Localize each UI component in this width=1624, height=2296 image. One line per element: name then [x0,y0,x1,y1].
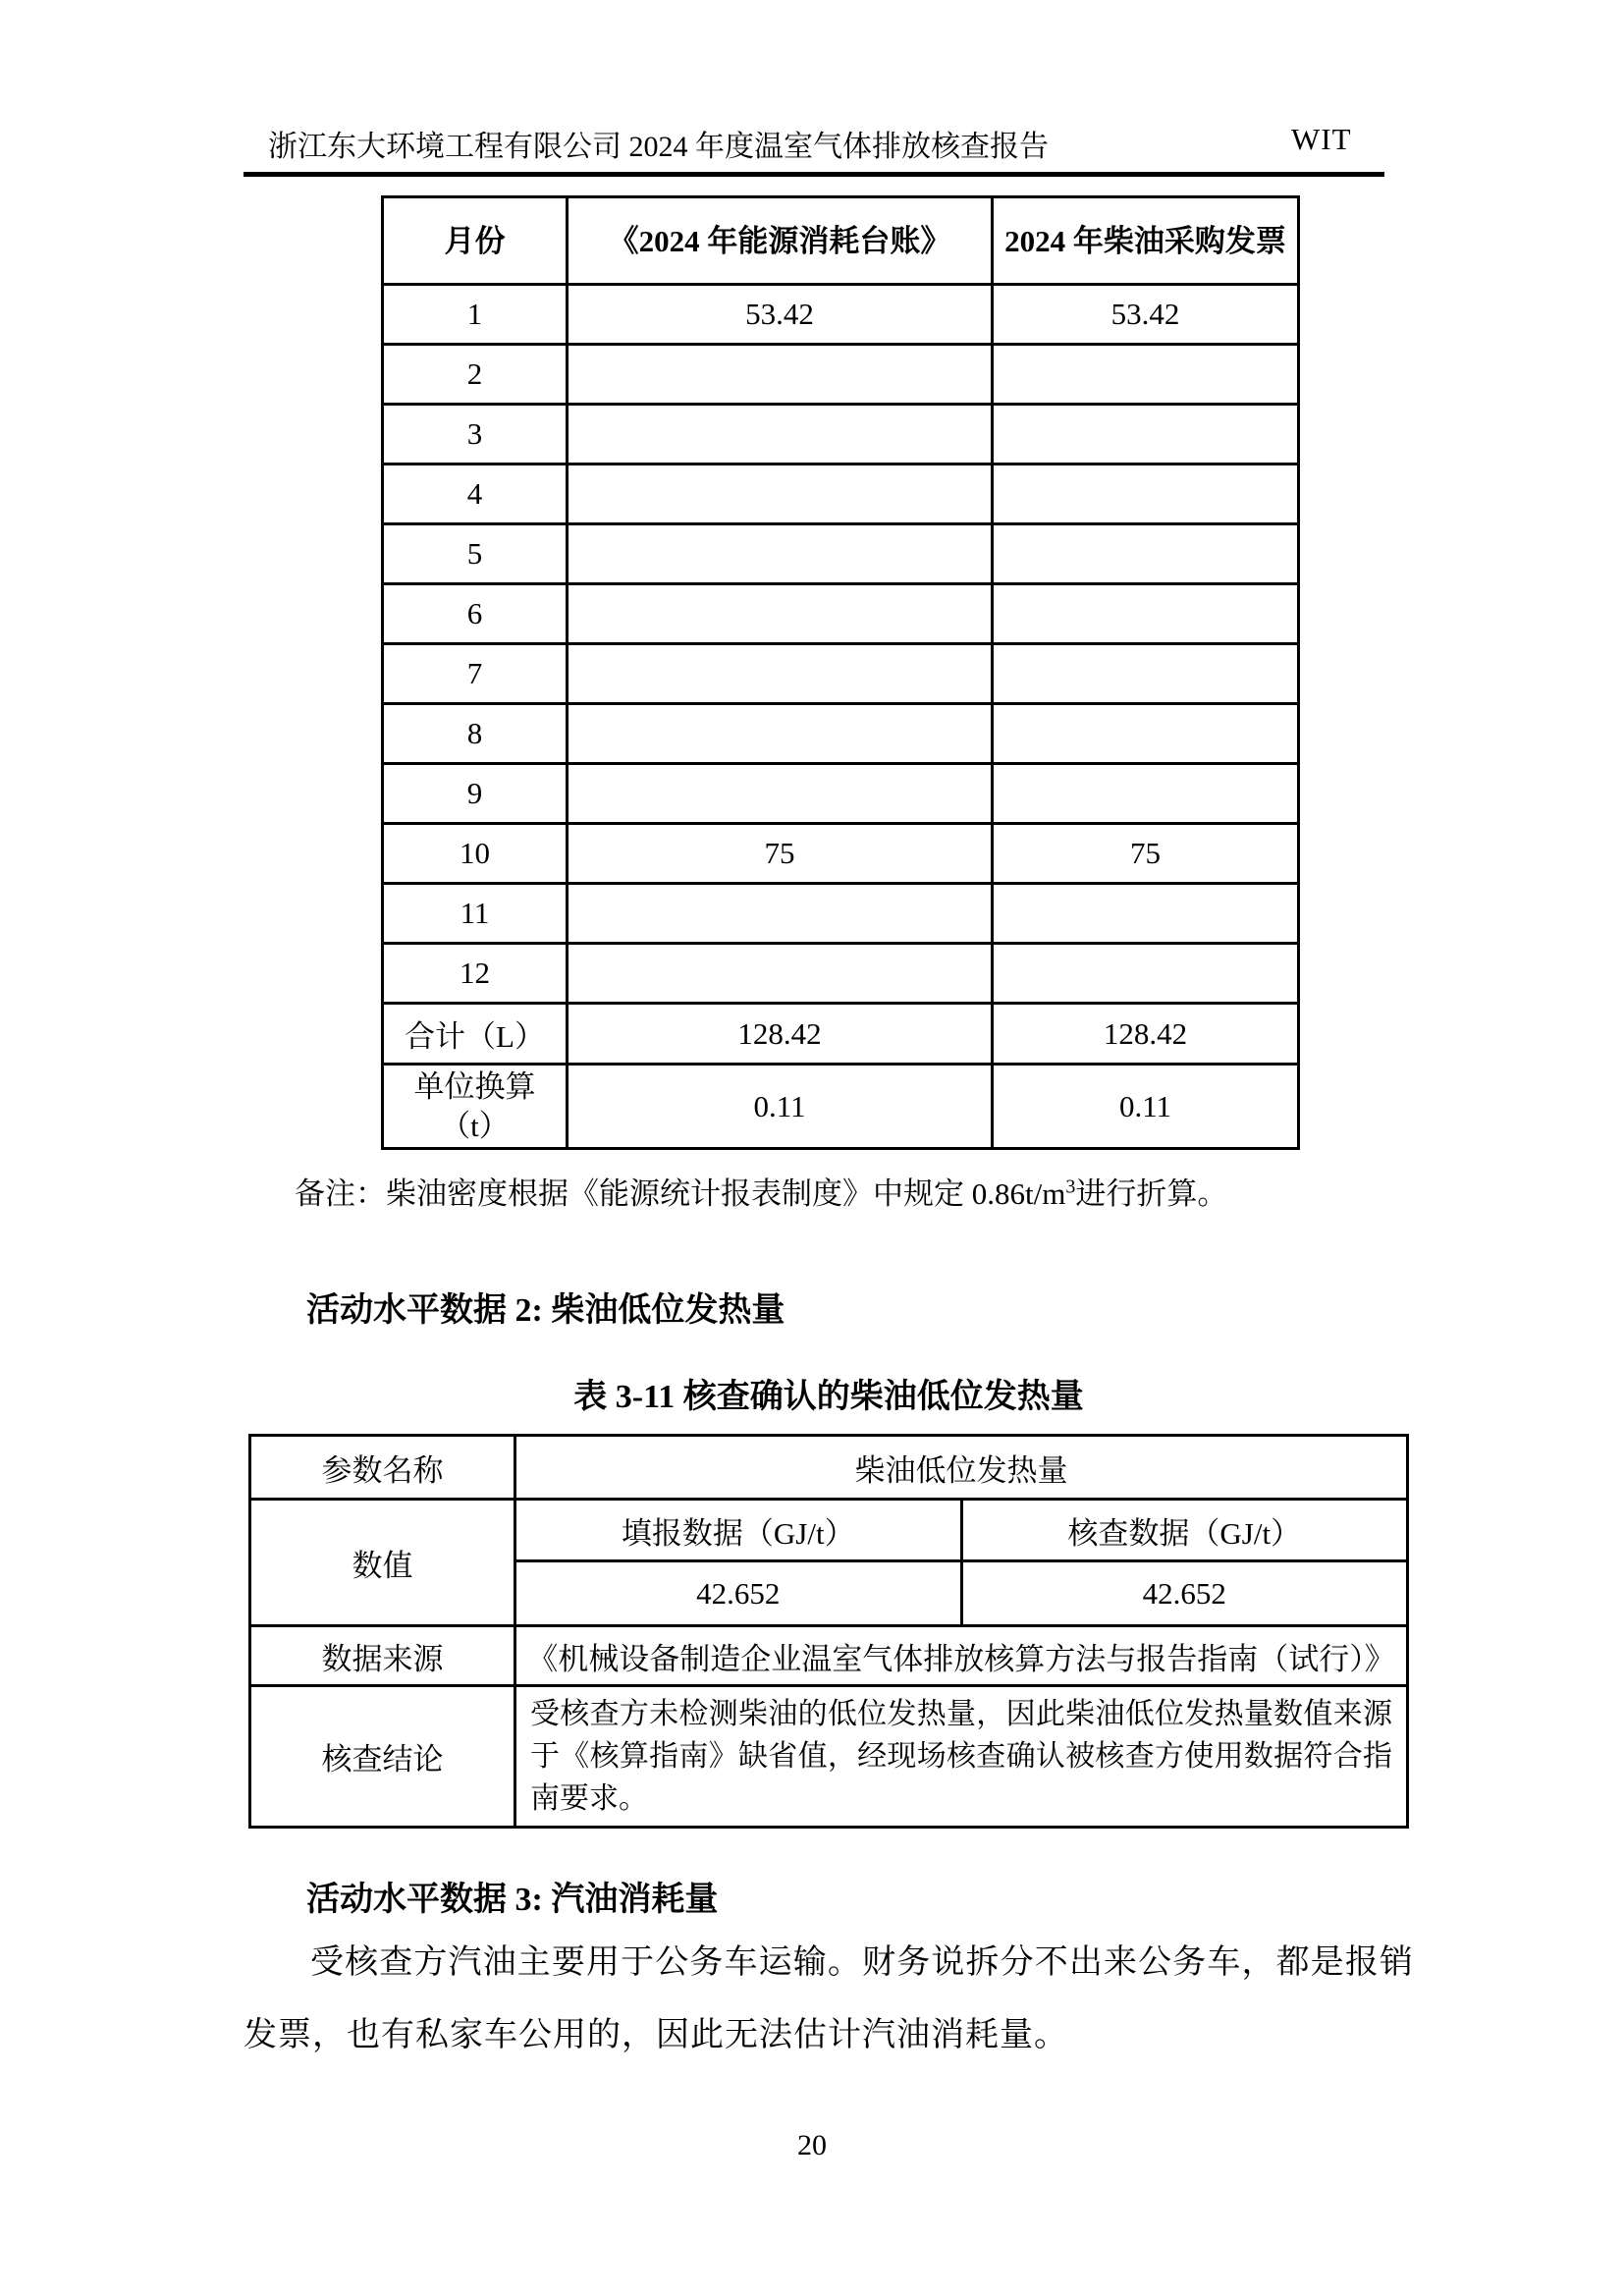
table-row [383,465,1299,524]
ledger-cell [568,405,993,465]
invoice-cell: 75 [993,824,1299,884]
ledger-cell [568,884,993,944]
param-value: 柴油低位发热量 [515,1436,1408,1500]
table-row [383,524,1299,584]
table-3-11-title: 表 3-11 核查确认的柴油低位发热量 [573,1379,1084,1415]
table-row [383,644,1299,704]
note-text: 备注：柴油密度根据《能源统计报表制度》中规定 0.86t/m [295,1176,1066,1211]
conversion-invoice: 0.11 [993,1065,1299,1149]
reported-value: 42.652 [515,1561,962,1626]
conclusion-row [250,1686,1408,1828]
unit-conversion-row [383,1065,1299,1149]
note-superscript: 3 [1065,1175,1076,1198]
invoice-cell: 53.42 [993,285,1299,345]
conclusion-label: 核查结论 [250,1686,515,1828]
conversion-label-line2: （t） [440,1108,510,1143]
invoice-cell [993,405,1299,465]
diesel-consumption-table [381,195,1300,1150]
total-invoice: 128.42 [993,1004,1299,1065]
invoice-cell [993,644,1299,704]
month-cell: 4 [383,465,568,524]
total-label: 合计（L） [383,1004,568,1065]
invoice-cell [993,884,1299,944]
month-cell: 1 [383,285,568,345]
conclusion-value: 受核查方未检测柴油的低位发热量，因此柴油低位发热量数值来源于《核算指南》缺省值，经现场核查确认被核查方使用数据符合指南要求。 [515,1686,1408,1828]
col-header-invoice: 2024 年柴油采购发票 [993,197,1299,285]
note-text-suffix: 进行折算。 [1075,1176,1228,1211]
month-cell: 3 [383,405,568,465]
conversion-ledger: 0.11 [568,1065,993,1149]
verified-value: 42.652 [961,1561,1408,1626]
value-label: 数值 [250,1500,515,1626]
verified-data-header: 核查数据（GJ/t） [961,1500,1408,1561]
month-cell: 10 [383,824,568,884]
header-org-mark: WIT [1291,122,1352,156]
invoice-cell [993,345,1299,405]
total-row [383,1004,1299,1065]
invoice-cell [993,944,1299,1004]
invoice-cell [993,465,1299,524]
param-name-row [250,1436,1408,1500]
ledger-cell [568,584,993,644]
header-rule [244,172,1384,177]
section-heading-activity-data-3: 活动水平数据 3: 汽油消耗量 [306,1882,719,1918]
table-row [383,824,1299,884]
table-row [383,405,1299,465]
invoice-cell [993,584,1299,644]
month-cell: 9 [383,764,568,824]
ledger-cell [568,465,993,524]
ledger-cell [568,944,993,1004]
param-label: 参数名称 [250,1436,515,1500]
invoice-cell [993,764,1299,824]
value-header-row [250,1500,1408,1561]
diesel-lhv-table [248,1434,1409,1829]
ledger-cell: 75 [568,824,993,884]
month-cell: 6 [383,584,568,644]
month-cell: 8 [383,704,568,764]
ledger-cell [568,524,993,584]
ledger-cell [568,345,993,405]
header-report-title: 浙江东大环境工程有限公司 2024 年度温室气体排放核查报告 [268,131,1049,163]
gasoline-paragraph: 受核查方汽油主要用于公务车运输。财务说拆分不出来公务车，都是报销发票，也有私家车公用的，因此无法估计汽油消耗量。 [244,1944,1414,2053]
table-row [383,884,1299,944]
data-source-row [250,1626,1408,1686]
ledger-cell: 53.42 [568,285,993,345]
table-row [383,764,1299,824]
month-cell: 12 [383,944,568,1004]
source-label: 数据来源 [250,1626,515,1686]
conversion-label [383,1065,568,1149]
total-ledger: 128.42 [568,1004,993,1065]
reported-data-header: 填报数据（GJ/t） [515,1500,962,1561]
ledger-cell [568,764,993,824]
month-cell: 11 [383,884,568,944]
table-row [383,944,1299,1004]
table-row [383,704,1299,764]
page-number: 20 [797,2129,827,2161]
month-cell: 2 [383,345,568,405]
ledger-cell [568,704,993,764]
source-value: 《机械设备制造企业温室气体排放核算方法与报告指南（试行）》 [515,1626,1408,1686]
table-note [295,1169,1414,1213]
conversion-label-line1: 单位换算 [413,1068,536,1104]
table-header-row [383,197,1299,285]
month-cell: 7 [383,644,568,704]
invoice-cell [993,524,1299,584]
table-row [383,345,1299,405]
ledger-cell [568,644,993,704]
table-row [383,584,1299,644]
col-header-month: 月份 [383,197,568,285]
col-header-ledger: 《2024 年能源消耗台账》 [568,197,993,285]
section-heading-activity-data-2: 活动水平数据 2: 柴油低位发热量 [306,1292,785,1329]
month-cell: 5 [383,524,568,584]
table-row [383,285,1299,345]
invoice-cell [993,704,1299,764]
